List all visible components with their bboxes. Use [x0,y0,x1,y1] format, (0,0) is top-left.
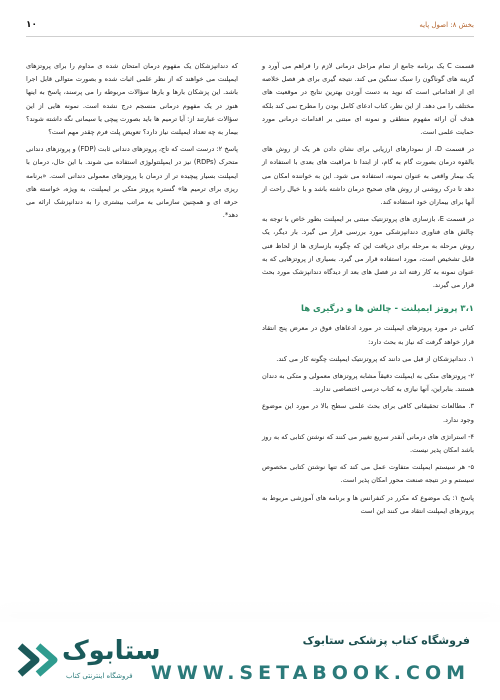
paragraph-continued: که دندانپزشکان یک مفهوم درمان امتحان شده ی مداوم را برای پروتزهای ایمپلنت می خواهند که از نظر علمی اثبات شده و بصورت متوالی قابل اجرا باشد. این پزشکان بارها و بارها سؤالات مربوطه را می پرسند، پاسخ به اینها هنوز در یک مفهوم درمانی منسجم درج نشده است. نمونه هایی از این سؤالات عبارتند از: آیا ترمیم ها باید بصورت پیچی یا سیمانی نگه داشته شوند؟ بیمار به چه تعداد ایمپلنت نیاز دارد؟ تعویض پلت فرم چقدر مهم است؟ [26,62,238,137]
answer-2: پاسخ ۲: درست است که تاج، پروتزهای دندانی ثابت (FDP) و پروتزهای دندانی متحرک (RDPs) نیز در ایمپلنتولوژی استفاده می شوند. با این حال، درمان با ایمپلنت بسیار پیچیده تر از درمان با پروتزهای معمولی دندانی است. «برنامه ریزی برای ترمیم ها» گستره پروتز متکی بر ایمپلنت، به ویژه، خواسته های حرفه ای و همچنین سازمانی به مراتب بیشتری را به دندانپزشک ارائه می دهد*. [26,145,238,220]
section-intro: کتابی در مورد پروتزهای ایمپلنت در مورد ادعاهای فوق در معرض پنج انتقاد قرار خواهد گرفت که نیاز به بحث دارد: [262,324,474,346]
left-column [26,60,238,226]
shop-title: فروشگاه کتاب پزشکی ستابوک [302,634,470,647]
logo-mark-icon [14,636,62,684]
paragraph-d: در قسمت D، از نمودارهای ارزیابی برای نشان دادن هر یک از روش های بالقوه درمان بصورت گام به گام، از ابتدا تا مراقبت های بعدی با استفاده از یک بیمار واقعی به عنوان نمونه، استفاده می شود. این به خواننده امکان می دهد تا درک روشنی از روش های صحیح درمان داشته باشد و با خیال راحت از آنها برای بیماران خود استفاده کند. [262,145,474,207]
chapter-title: بخش ۸: اصول پایه [419,21,474,29]
shop-url[interactable]: WWW.SETABOOK.COM [150,662,470,684]
list-item: ۱. دندانپزشکان از قبل می دانند که پروتزنتیک ایمپلنت چگونه کار می کند. [276,354,474,363]
setabook-logo [14,630,164,692]
right-column [262,60,474,522]
list-item: ۲- پروتزهای متکی به ایمپلنت دقیقاً مشابه پروتزهای معمولی و متکی به دندان هستند. بنابراین، آنها نیازی به کتاب درسی اختصاصی ندارند. [262,372,474,394]
page-number: ۱۰ [26,20,37,30]
paragraph-e: در قسمت E، بازسازی های پروتزنتیک مبتنی بر ایمپلنت بطور خاص با توجه به چالش های فناوری دندانپزشکی مورد بررسی قرار می گیرد. بار دیگر، یک روش مرحله به مرحله برای دریافت این که چگونه بازسازی ها از لحاظ فنی قابل تشخیص است، مورد استفاده قرار می گیرد. بسیاری از پروتزهایی که به عنوان نمونه به کار رفته اند در فصل های بعد از دیدگاه دندانپزشک مورد بحث قرار می گیرند. [262,215,474,290]
list-item: ۵- هر سیستم ایمپلنت متفاوت عمل می کند که تنها نوشتن کتابی مخصوص سیستم و در نتیجه صنعت محور امکان پذیر است. [262,463,474,485]
paragraph-c: قسمت C یک برنامه جامع از تمام مراحل درمانی لازم را فراهم می آورد و گزینه های گوناگون را سبک سنگین می کند. نتیجه گیری برای هر فصل خلاصه ای از اقداماتی است که نوید به دست آوردن بهترین نتایج در موقعیت های مختلف را می دهد. از این نظر، کتاب ادعای کامل بودن را مطرح نمی کند بلکه هدف آن ارائه مفهوم منطقی و نمونه ای مبتنی بر اقدامات درمانی مورد حمایت علمی است. [262,62,474,137]
list-item: ۴- استراتژی های درمانی آنقدر سریع تغییر می کنند که نوشتن کتابی که به روز باشد امکان پذیر نیست. [262,432,474,455]
list-item: ۳. مطالعات تحقیقاتی کافی برای بحث علمی سطح بالا در مورد این موضوع وجود ندارد. [262,402,474,424]
logo-subtext: فروشگاه اینترنتی کتاب [66,672,133,680]
logo-text: ستابوک [62,636,161,666]
answer-1: پاسخ ۱: یک موضوع که مکرر در کنفرانس ها و برنامه های آموزشی مربوط به پروتزهای ایمپلنت انتقاد می کنند این است [262,493,474,515]
section-heading: ۳،۱ پروتز ایمپلنت - چالش ها و درگیری ها [301,304,474,315]
page-header [26,14,474,37]
watermark-footer [0,622,500,700]
